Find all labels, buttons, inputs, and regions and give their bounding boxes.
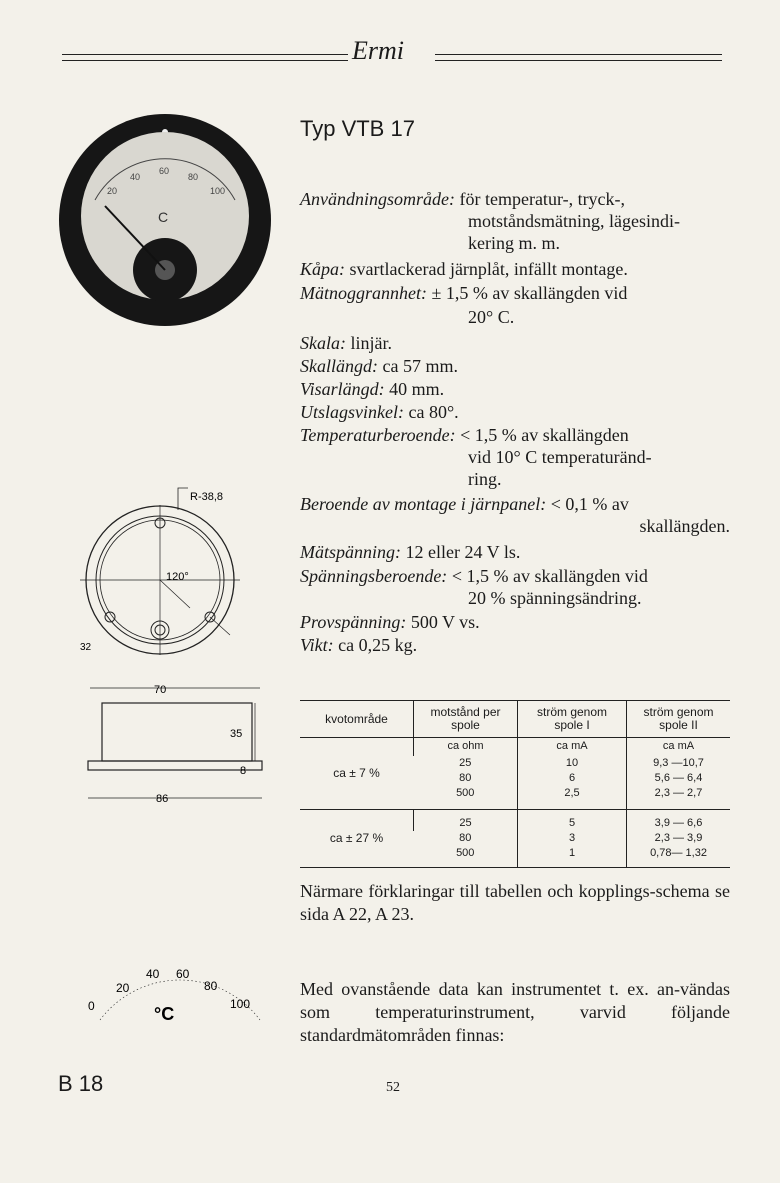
spec-row: Visarlängd: 40 mm. xyxy=(300,379,445,399)
scale-label-60: 60 xyxy=(176,967,190,981)
scale-label-40: 40 xyxy=(146,967,160,981)
header-rule-right xyxy=(435,54,722,61)
spec-row: Mätnoggrannhet: ± 1,5 % av skallängden vid xyxy=(300,283,628,303)
spec-cont: 20° C. xyxy=(468,307,515,327)
meter-label-40: 40 xyxy=(130,172,141,182)
spec-row: Vikt: ca 0,25 kg. xyxy=(300,635,418,655)
scale-label-0: 0 xyxy=(88,999,95,1013)
spec-row: Utslagsvinkel: ca 80°. xyxy=(300,402,459,422)
table-units-row xyxy=(300,738,730,756)
scale-drawing xyxy=(80,950,280,1060)
table-header-row xyxy=(300,701,730,738)
label-flange: 8 xyxy=(240,765,247,777)
spec-cont: vid 10° C temperaturänd- xyxy=(468,447,652,467)
meter-label-60: 60 xyxy=(159,166,170,176)
col-header: motstånd per spole xyxy=(414,701,518,738)
spec-cont: 20 % spänningsändring. xyxy=(468,588,642,608)
front-drawing xyxy=(50,480,270,670)
spec-row: Kåpa: svartlackerad järnplåt, infällt montage. xyxy=(300,259,628,279)
col-header: ström genom spole I xyxy=(518,701,627,738)
table-row: 80 3 2,3 — 3,9 xyxy=(300,831,730,846)
label-angle: 120° xyxy=(166,571,189,583)
label-32: 32 xyxy=(80,642,92,653)
spec-cont: ring. xyxy=(468,469,502,489)
meter-photo xyxy=(55,110,275,330)
spec-row: Användningsområde: för temperatur-, tryck-, xyxy=(300,189,626,209)
spec-row: Spänningsberoende: < 1,5 % av skallängden vid xyxy=(300,566,648,586)
meter-label-100: 100 xyxy=(210,186,226,196)
table-row: 500 2,5 2,3 — 2,7 xyxy=(300,786,730,810)
label-overall: 86 xyxy=(156,793,169,805)
table-row: 80 6 5,6 — 6,4 xyxy=(300,771,730,786)
table-row: ca ± 27 % 25 5 3,9 — 6,6 xyxy=(300,809,730,831)
meter-unit: C xyxy=(158,209,169,225)
label-depth: 35 xyxy=(230,728,243,740)
spec-cont: skallängden. xyxy=(639,516,730,536)
page-number: 52 xyxy=(386,1080,400,1095)
page-title: Typ VTB 17 xyxy=(300,116,415,141)
spec-cont: kering m. m. xyxy=(468,233,560,253)
scale-label-100: 100 xyxy=(230,997,251,1011)
col-header: ström genom spole II xyxy=(627,701,731,738)
range-cell: ca ± 7 % xyxy=(333,765,380,780)
scale-label-20: 20 xyxy=(116,981,130,995)
scale-unit: °C xyxy=(154,1004,175,1024)
data-table xyxy=(300,700,730,868)
scale-label-80: 80 xyxy=(204,979,218,993)
unit-cell: ca mA xyxy=(518,738,627,756)
col-header: kvotområde xyxy=(300,701,414,738)
range-cell: ca ± 27 % xyxy=(300,809,414,867)
spec-row: Mätspänning: 12 eller 24 V ls. xyxy=(300,542,521,562)
page-label: B 18 xyxy=(58,1071,104,1096)
label-radius: R-38,8 xyxy=(190,491,224,503)
note-text: Närmare förklaringar till tabellen och kopplings-schema se sida A 22, A 23. xyxy=(300,881,730,924)
closing-text: Med ovanstående data kan instrumentet t. ex. an-vändas som temperaturinstrument, varvid följande standardmätområden finnas: xyxy=(300,979,730,1045)
spec-row: Skallängd: ca 57 mm. xyxy=(300,356,458,376)
meter-label-80: 80 xyxy=(188,172,199,182)
spec-row: Temperaturberoende: < 1,5 % av skallängden xyxy=(300,425,629,445)
side-drawing xyxy=(80,680,270,820)
unit-cell: ca mA xyxy=(627,738,731,756)
label-width: 70 xyxy=(154,684,167,696)
spec-row: Skala: linjär. xyxy=(300,333,392,353)
meter-label-20: 20 xyxy=(107,186,118,196)
header-rule-left xyxy=(62,54,348,61)
table-row: 25 10 9,3 —10,7 xyxy=(300,756,730,771)
unit-cell: ca ohm xyxy=(414,738,518,756)
spec-row: Provspänning: 500 V vs. xyxy=(300,612,480,632)
spec-row: Beroende av montage i järnpanel: < 0,1 % av xyxy=(300,494,629,514)
spec-cont: motståndsmätning, lägesindi- xyxy=(468,211,680,231)
brand-logo: Ermi xyxy=(352,36,404,65)
table-row: 500 1 0,78— 1,32 xyxy=(300,846,730,868)
